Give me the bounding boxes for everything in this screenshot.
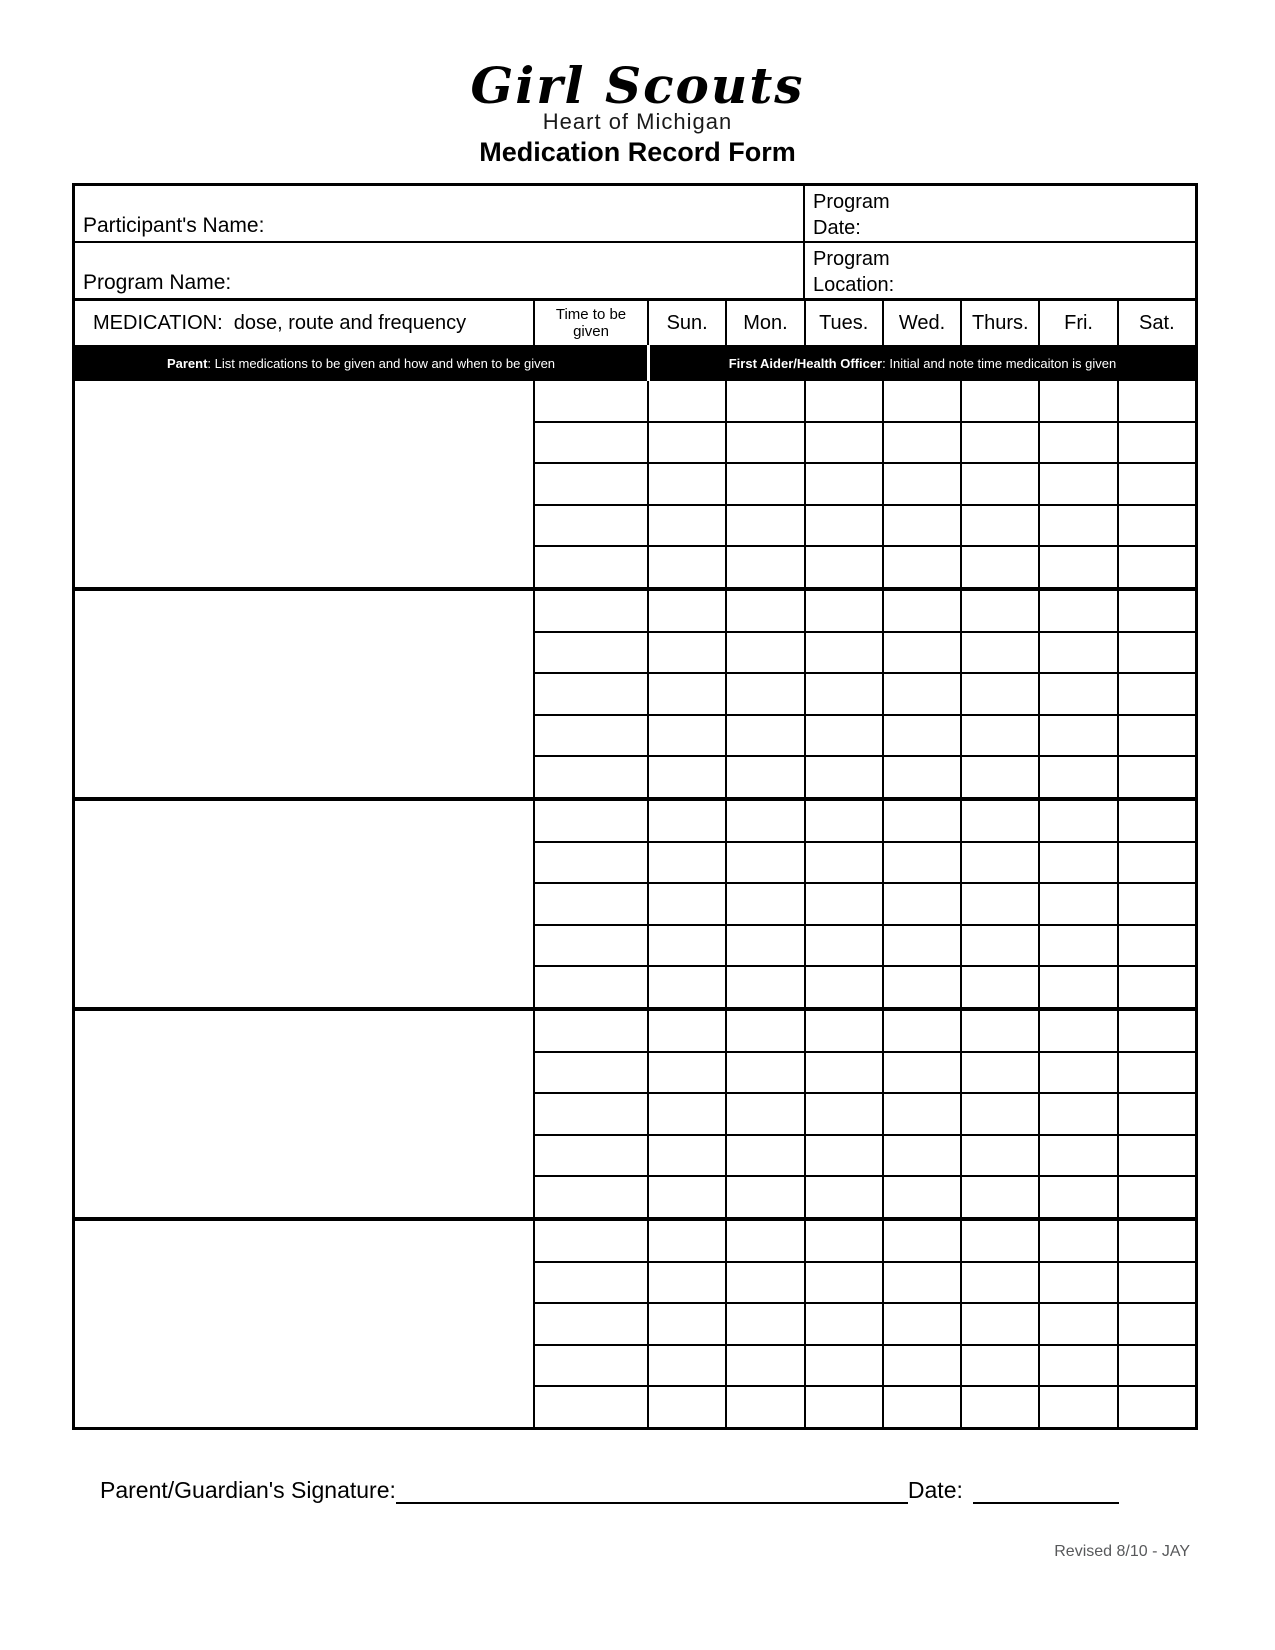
day-initial-cell[interactable] (1040, 547, 1116, 587)
time-given-cell[interactable] (535, 1387, 647, 1427)
time-given-cell[interactable] (535, 1346, 647, 1386)
day-initial-cell[interactable] (1040, 884, 1116, 924)
day-initial-cell[interactable] (962, 926, 1038, 966)
medication-grid-body (75, 381, 1195, 1427)
day-initial-cell[interactable] (1040, 1136, 1116, 1176)
day-initial-cell[interactable] (649, 1263, 725, 1303)
medication-block (75, 591, 1195, 797)
day-initial-cell[interactable] (1040, 967, 1116, 1007)
day-initial-cell[interactable] (1040, 423, 1116, 463)
day-initial-cell[interactable] (884, 1221, 960, 1261)
time-given-cell[interactable] (535, 381, 647, 421)
medication-entry-cell[interactable] (75, 381, 533, 587)
day-initial-cell[interactable] (727, 716, 803, 756)
day-initial-cell[interactable] (962, 1263, 1038, 1303)
time-given-cell[interactable] (535, 633, 647, 673)
day-initial-cell[interactable] (1119, 633, 1195, 673)
day-initial-cell[interactable] (1119, 674, 1195, 714)
day-initial-cell[interactable] (1040, 591, 1116, 631)
day-initial-cell[interactable] (1119, 1094, 1195, 1134)
day-initial-cell[interactable] (1119, 1011, 1195, 1051)
day-initial-cell[interactable] (962, 423, 1038, 463)
day-initial-cell[interactable] (806, 1304, 882, 1344)
day-initial-cell[interactable] (806, 801, 882, 841)
time-given-cell[interactable] (535, 926, 647, 966)
day-initial-cell[interactable] (727, 843, 803, 883)
day-initial-cell[interactable] (806, 1011, 882, 1051)
day-initial-cell[interactable] (884, 1177, 960, 1217)
form-title: Medication Record Form (479, 137, 796, 167)
day-initial-cell[interactable] (1119, 926, 1195, 966)
program-location-label-line2: Location: (813, 274, 895, 296)
day-initial-cell[interactable] (884, 843, 960, 883)
day-initial-cell[interactable] (649, 506, 725, 546)
day-initial-cell[interactable] (1119, 757, 1195, 797)
day-initial-cell[interactable] (1119, 591, 1195, 631)
time-header-line1: Time to be (555, 305, 627, 323)
day-initial-cell[interactable] (727, 1221, 803, 1261)
time-given-cell[interactable] (535, 884, 647, 924)
day-initial-cell[interactable] (1040, 1221, 1116, 1261)
day-initial-cell[interactable] (806, 716, 882, 756)
day-initial-cell[interactable] (1119, 1053, 1195, 1093)
day-initial-cell[interactable] (649, 1304, 725, 1344)
column-header-row (75, 298, 1195, 345)
day-initial-cell[interactable] (884, 633, 960, 673)
day-initial-cell[interactable] (962, 843, 1038, 883)
revision-note: Revised 8/10 - JAY (1054, 1543, 1190, 1560)
day-initial-cell[interactable] (727, 591, 803, 631)
day-initial-cell[interactable] (806, 843, 882, 883)
medication-entry-cell[interactable] (75, 1011, 533, 1217)
day-initial-cell[interactable] (1119, 1177, 1195, 1217)
time-given-cell[interactable] (535, 757, 647, 797)
day-initial-cell[interactable] (806, 464, 882, 504)
parent-instruction-text: : List medications to be given and how and when to be given (207, 355, 556, 371)
day-initial-cell[interactable] (727, 464, 803, 504)
logo-subtitle: Heart of Michigan (542, 109, 733, 134)
day-initial-cell[interactable] (806, 547, 882, 587)
day-initial-cell[interactable] (727, 1011, 803, 1051)
day-initial-cell[interactable] (962, 506, 1038, 546)
day-initial-cell[interactable] (884, 1304, 960, 1344)
day-initial-cell[interactable] (962, 633, 1038, 673)
day-initial-cell[interactable] (1119, 1304, 1195, 1344)
day-initial-cell[interactable] (1040, 1094, 1116, 1134)
day-initial-cell[interactable] (962, 1011, 1038, 1051)
day-initial-cell[interactable] (727, 1136, 803, 1176)
day-initial-cell[interactable] (962, 381, 1038, 421)
info-box (75, 186, 1195, 298)
day-initial-cell[interactable] (1040, 464, 1116, 504)
day-initial-cell[interactable] (727, 967, 803, 1007)
day-initial-cell[interactable] (806, 926, 882, 966)
day-initial-cell[interactable] (1119, 1346, 1195, 1386)
day-initial-cell[interactable] (727, 1387, 803, 1427)
day-initial-cell[interactable] (727, 757, 803, 797)
day-initial-cell[interactable] (649, 1387, 725, 1427)
day-initial-cell[interactable] (884, 591, 960, 631)
day-initial-cell[interactable] (962, 591, 1038, 631)
program-location-label-line1: Program (813, 248, 890, 270)
day-initial-cell[interactable] (806, 381, 882, 421)
day-initial-cell[interactable] (727, 1053, 803, 1093)
day-initial-cell[interactable] (962, 1304, 1038, 1344)
day-initial-cell[interactable] (1040, 1304, 1116, 1344)
day-initial-cell[interactable] (727, 633, 803, 673)
day-initial-cell[interactable] (806, 674, 882, 714)
day-initial-cell[interactable] (727, 423, 803, 463)
day-initial-cell[interactable] (806, 1221, 882, 1261)
medication-block (75, 1221, 1195, 1427)
day-initial-cell[interactable] (806, 506, 882, 546)
time-given-cell[interactable] (535, 1177, 647, 1217)
day-initial-cell[interactable] (1040, 633, 1116, 673)
day-initial-cell[interactable] (962, 1346, 1038, 1386)
day-initial-cell[interactable] (1040, 801, 1116, 841)
day-initial-cell[interactable] (727, 884, 803, 924)
day-initial-cell[interactable] (884, 1387, 960, 1427)
medication-block (75, 381, 1195, 587)
day-initial-cell[interactable] (1119, 1136, 1195, 1176)
program-date-label-line1: Program (813, 191, 890, 213)
day-initial-cell[interactable] (884, 801, 960, 841)
day-initial-cell[interactable] (884, 423, 960, 463)
day-initial-cell[interactable] (1040, 1263, 1116, 1303)
day-header-fri: Fri. (1040, 301, 1116, 345)
signature-row (100, 1476, 1175, 1504)
medication-entry-cell[interactable] (75, 591, 533, 797)
day-header-sat: Sat. (1119, 301, 1195, 345)
first-aider-instruction-bold: First Aider/Health Officer (728, 355, 883, 371)
day-initial-cell[interactable] (649, 1011, 725, 1051)
day-initial-cell[interactable] (962, 884, 1038, 924)
day-initial-cell[interactable] (806, 757, 882, 797)
time-given-cell[interactable] (535, 591, 647, 631)
day-initial-cell[interactable] (649, 757, 725, 797)
time-given-cell[interactable] (535, 967, 647, 1007)
day-initial-cell[interactable] (962, 464, 1038, 504)
medication-block (75, 801, 1195, 1007)
day-initial-cell[interactable] (649, 1094, 725, 1134)
day-initial-cell[interactable] (806, 967, 882, 1007)
time-given-cell[interactable] (535, 674, 647, 714)
day-initial-cell[interactable] (727, 926, 803, 966)
day-initial-cell[interactable] (1119, 801, 1195, 841)
day-initial-cell[interactable] (962, 1221, 1038, 1261)
day-initial-cell[interactable] (806, 1177, 882, 1217)
participant-name-field[interactable] (75, 186, 803, 241)
day-initial-cell[interactable] (884, 1136, 960, 1176)
time-given-cell[interactable] (535, 1011, 647, 1051)
day-header-wed: Wed. (884, 301, 960, 345)
day-initial-cell[interactable] (884, 1263, 960, 1303)
day-initial-cell[interactable] (962, 1177, 1038, 1217)
day-initial-cell[interactable] (727, 1304, 803, 1344)
day-initial-cell[interactable] (727, 1263, 803, 1303)
day-initial-cell[interactable] (649, 1346, 725, 1386)
day-initial-cell[interactable] (962, 716, 1038, 756)
day-initial-cell[interactable] (884, 547, 960, 587)
day-initial-cell[interactable] (1119, 1221, 1195, 1261)
day-header-mon: Mon. (727, 301, 803, 345)
signature-label: Parent/Guardian's Signature: (100, 1477, 396, 1503)
date-label: Date: (907, 1477, 963, 1503)
time-given-cell[interactable] (535, 1053, 647, 1093)
day-initial-cell[interactable] (1119, 1263, 1195, 1303)
day-initial-cell[interactable] (884, 884, 960, 924)
day-initial-cell[interactable] (727, 674, 803, 714)
time-header-line2: given (573, 323, 609, 340)
day-initial-cell[interactable] (806, 1136, 882, 1176)
day-initial-cell[interactable] (1119, 716, 1195, 756)
day-initial-cell[interactable] (884, 464, 960, 504)
day-initial-cell[interactable] (727, 547, 803, 587)
day-initial-cell[interactable] (649, 1053, 725, 1093)
day-initial-cell[interactable] (727, 506, 803, 546)
day-initial-cell[interactable] (1040, 506, 1116, 546)
day-initial-cell[interactable] (884, 506, 960, 546)
parent-instruction-bold: Parent (166, 355, 208, 371)
day-initial-cell[interactable] (962, 967, 1038, 1007)
day-initial-cell[interactable] (1040, 1177, 1116, 1217)
day-initial-cell[interactable] (649, 674, 725, 714)
day-initial-cell[interactable] (1119, 884, 1195, 924)
day-initial-cell[interactable] (649, 381, 725, 421)
time-given-cell[interactable] (535, 1304, 647, 1344)
day-initial-cell[interactable] (1119, 967, 1195, 1007)
day-header-thurs: Thurs. (962, 301, 1038, 345)
day-initial-cell[interactable] (649, 926, 725, 966)
time-given-cell[interactable] (535, 801, 647, 841)
day-initial-cell[interactable] (884, 1346, 960, 1386)
day-initial-cell[interactable] (806, 1094, 882, 1134)
day-initial-cell[interactable] (649, 801, 725, 841)
time-given-cell[interactable] (535, 423, 647, 463)
day-initial-cell[interactable] (1040, 1053, 1116, 1093)
medication-block (75, 1011, 1195, 1217)
day-initial-cell[interactable] (727, 801, 803, 841)
day-initial-cell[interactable] (806, 591, 882, 631)
day-initial-cell[interactable] (1119, 506, 1195, 546)
day-initial-cell[interactable] (649, 884, 725, 924)
time-column-header (535, 301, 647, 345)
first-aider-instruction-text: : Initial and note time medicaiton is given (882, 355, 1117, 371)
date-blank-line[interactable] (973, 1476, 1119, 1504)
day-initial-cell[interactable] (1040, 1346, 1116, 1386)
time-given-cell[interactable] (535, 843, 647, 883)
instruction-bar (75, 345, 1195, 381)
day-initial-cell[interactable] (1119, 547, 1195, 587)
time-given-cell[interactable] (535, 547, 647, 587)
day-initial-cell[interactable] (806, 1346, 882, 1386)
time-given-cell[interactable] (535, 464, 647, 504)
day-initial-cell[interactable] (1040, 757, 1116, 797)
day-initial-cell[interactable] (1119, 423, 1195, 463)
day-initial-cell[interactable] (1119, 464, 1195, 504)
first-aider-instruction (650, 345, 1195, 381)
girl-scouts-logo: Girl Scouts (470, 56, 805, 115)
day-initial-cell[interactable] (649, 1136, 725, 1176)
day-initial-cell[interactable] (1040, 674, 1116, 714)
day-initial-cell[interactable] (806, 633, 882, 673)
day-initial-cell[interactable] (884, 381, 960, 421)
day-initial-cell[interactable] (727, 1346, 803, 1386)
day-initial-cell[interactable] (806, 1263, 882, 1303)
day-header-sun: Sun. (649, 301, 725, 345)
day-initial-cell[interactable] (884, 757, 960, 797)
day-initial-cell[interactable] (727, 1177, 803, 1217)
day-initial-cell[interactable] (884, 674, 960, 714)
masthead (0, 58, 1275, 168)
day-initial-cell[interactable] (727, 381, 803, 421)
signature-blank-line[interactable] (396, 1476, 908, 1504)
day-initial-cell[interactable] (962, 1136, 1038, 1176)
day-initial-cell[interactable] (884, 926, 960, 966)
time-given-cell[interactable] (535, 1263, 647, 1303)
time-given-cell[interactable] (535, 506, 647, 546)
time-given-cell[interactable] (535, 1094, 647, 1134)
day-initial-cell[interactable] (962, 757, 1038, 797)
day-initial-cell[interactable] (649, 591, 725, 631)
day-initial-cell[interactable] (884, 716, 960, 756)
day-initial-cell[interactable] (1040, 716, 1116, 756)
day-header-tues: Tues. (806, 301, 882, 345)
day-initial-cell[interactable] (649, 967, 725, 1007)
day-initial-cell[interactable] (806, 423, 882, 463)
day-initial-cell[interactable] (649, 843, 725, 883)
day-initial-cell[interactable] (884, 1053, 960, 1093)
day-initial-cell[interactable] (806, 884, 882, 924)
program-name-label: Program Name: (83, 271, 232, 294)
day-initial-cell[interactable] (1040, 1011, 1116, 1051)
medication-entry-cell[interactable] (75, 1221, 533, 1427)
day-initial-cell[interactable] (962, 801, 1038, 841)
day-initial-cell[interactable] (649, 716, 725, 756)
day-initial-cell[interactable] (649, 547, 725, 587)
day-initial-cell[interactable] (1119, 381, 1195, 421)
day-initial-cell[interactable] (1040, 381, 1116, 421)
medication-entry-cell[interactable] (75, 801, 533, 1007)
day-initial-cell[interactable] (806, 1053, 882, 1093)
program-name-field[interactable] (75, 243, 803, 298)
day-initial-cell[interactable] (727, 1094, 803, 1134)
day-initial-cell[interactable] (962, 1387, 1038, 1427)
medication-column-header: MEDICATION: dose, route and frequency (75, 301, 533, 345)
program-date-field[interactable] (805, 186, 1195, 241)
parent-instruction (75, 345, 647, 381)
program-date-label-line2: Date: (813, 217, 861, 239)
day-initial-cell[interactable] (1119, 843, 1195, 883)
day-initial-cell[interactable] (649, 1177, 725, 1217)
day-initial-cell[interactable] (649, 464, 725, 504)
program-location-field[interactable] (805, 243, 1195, 298)
day-initial-cell[interactable] (649, 423, 725, 463)
day-initial-cell[interactable] (649, 633, 725, 673)
day-initial-cell[interactable] (962, 1094, 1038, 1134)
day-initial-cell[interactable] (962, 547, 1038, 587)
time-given-cell[interactable] (535, 716, 647, 756)
day-initial-cell[interactable] (884, 1011, 960, 1051)
day-initial-cell[interactable] (884, 1094, 960, 1134)
day-initial-cell[interactable] (1119, 1387, 1195, 1427)
day-initial-cell[interactable] (962, 1053, 1038, 1093)
day-initial-cell[interactable] (884, 967, 960, 1007)
day-initial-cell[interactable] (1040, 1387, 1116, 1427)
day-initial-cell[interactable] (1040, 843, 1116, 883)
time-given-cell[interactable] (535, 1221, 647, 1261)
medication-table (72, 183, 1198, 1430)
day-initial-cell[interactable] (649, 1221, 725, 1261)
time-given-cell[interactable] (535, 1136, 647, 1176)
day-initial-cell[interactable] (806, 1387, 882, 1427)
participant-name-label: Participant's Name: (83, 214, 265, 237)
day-initial-cell[interactable] (1040, 926, 1116, 966)
day-initial-cell[interactable] (962, 674, 1038, 714)
